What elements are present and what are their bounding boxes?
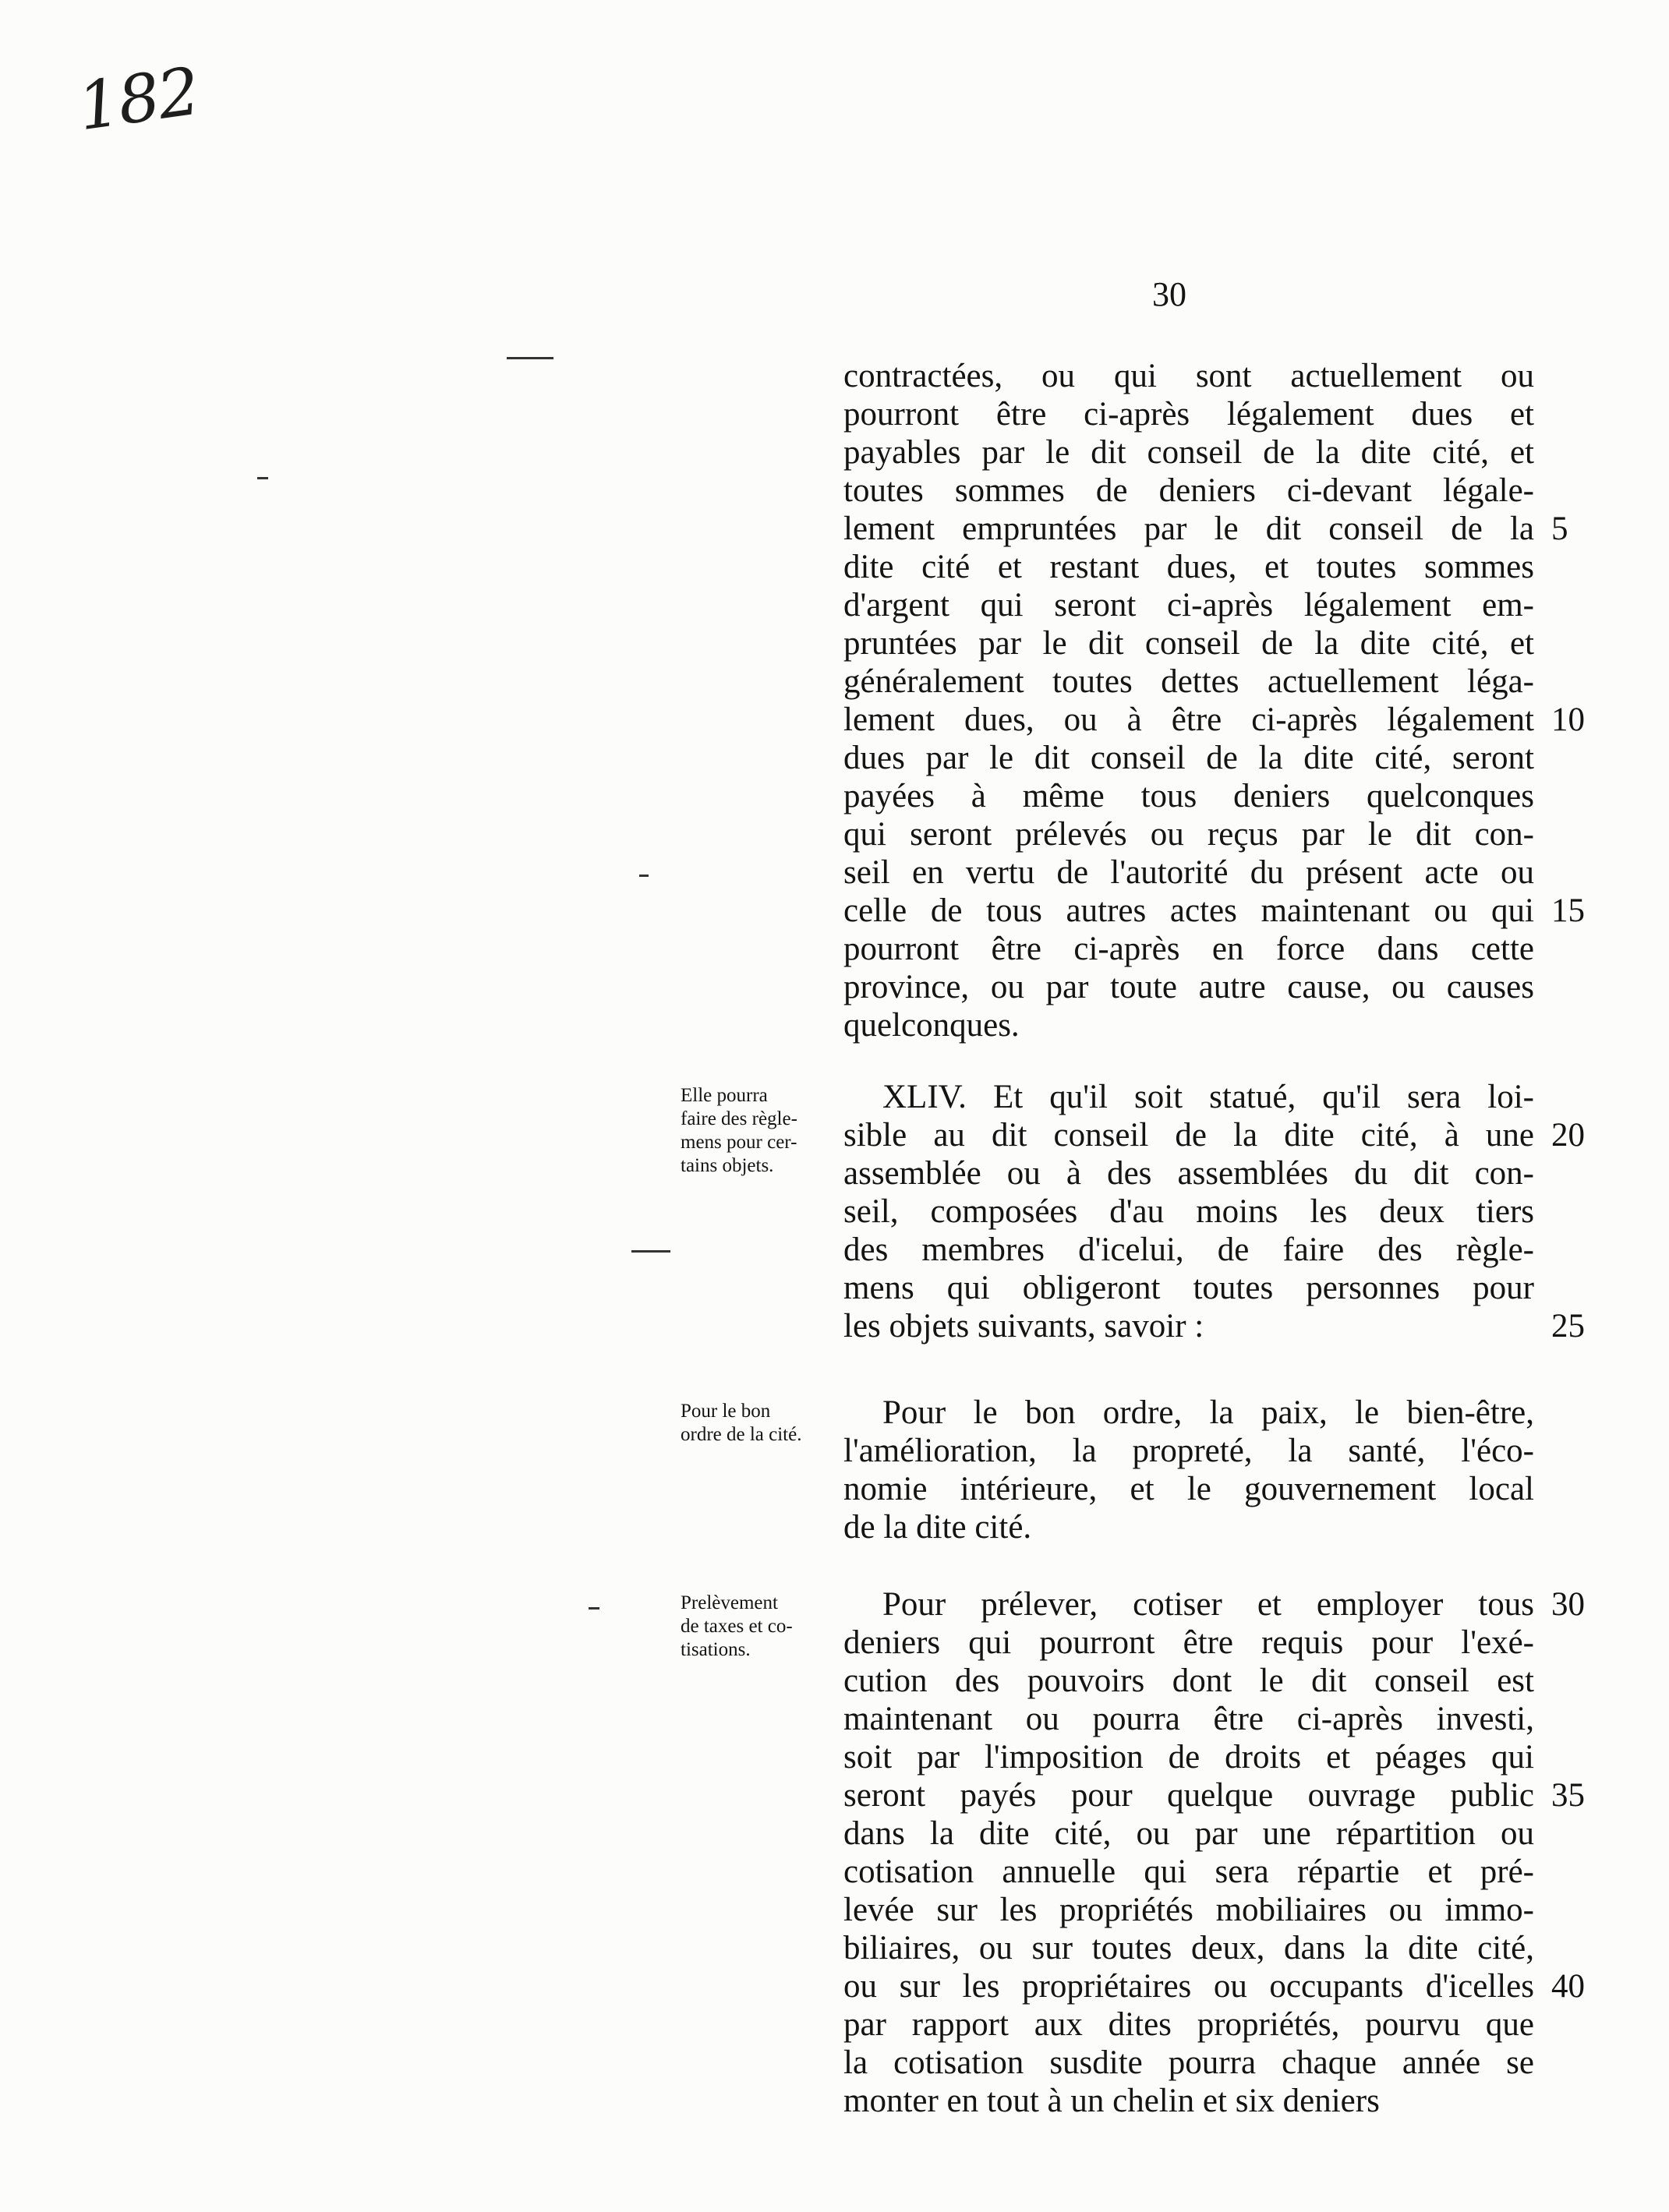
text-line: pourront être ci-après en force dans cette [843, 931, 1534, 967]
text-line: quelconques. [843, 1007, 1020, 1044]
text-line: pruntées par le dit conseil de la dite cité, et [843, 625, 1534, 662]
text-line: l'amélioration, la propreté, la santé, l'éco- [843, 1433, 1534, 1469]
text-line: seil en vertu de l'autorité du présent acte ou [843, 854, 1534, 891]
line-number: 25 [1551, 1308, 1585, 1345]
text-line: province, ou par toute autre cause, ou causes [843, 969, 1534, 1005]
margin-note-line: tains objets. [681, 1155, 774, 1176]
text-line: celle de tous autres actes maintenant ou qui [843, 892, 1534, 929]
margin-note [681, 1592, 836, 1662]
page-number: 30 [1152, 275, 1186, 313]
line-number: 30 [1551, 1586, 1585, 1623]
text-line: la cotisation susdite pourra chaque année se [843, 2044, 1534, 2081]
scan-speck [631, 1250, 670, 1253]
text-line: assemblée ou à des assemblées du dit con- [843, 1155, 1534, 1192]
text-line: monter en tout à un chelin et six deniers [843, 2083, 1380, 2119]
text-line: lement dues, ou à être ci-après légalement [843, 701, 1534, 738]
text-line: lement empruntées par le dit conseil de la [843, 511, 1534, 547]
scan-speck [507, 357, 553, 359]
margin-note-line: de taxes et co- [681, 1616, 793, 1637]
text-line: par rapport aux dites propriétés, pourvu que [843, 2006, 1534, 2043]
line-number: 40 [1551, 1968, 1585, 2005]
text-line: payées à même tous deniers quelconques [843, 778, 1534, 814]
line-number: 35 [1551, 1777, 1585, 1814]
scan-speck [639, 875, 649, 877]
text-line: dues par le dit conseil de la dite cité, seront [843, 740, 1534, 776]
scan-speck [589, 1607, 599, 1610]
scan-speck [257, 477, 268, 479]
line-number: 10 [1551, 701, 1585, 738]
text-line: dans la dite cité, ou par une répartition ou [843, 1815, 1534, 1852]
line-number: 5 [1551, 511, 1568, 547]
text-line: Pour prélever, cotiser et employer tous [882, 1586, 1534, 1623]
line-number: 15 [1551, 892, 1585, 929]
text-line: soit par l'imposition de droits et péages qui [843, 1739, 1534, 1776]
text-line: biliaires, ou sur toutes deux, dans la dite cité, [843, 1930, 1534, 1966]
margin-note-line: mens pour cer- [681, 1132, 797, 1153]
margin-note-line: Pour le bon [681, 1401, 771, 1422]
text-line: généralement toutes dettes actuellement léga- [843, 663, 1534, 700]
margin-note-line: tisations. [681, 1639, 751, 1660]
text-line: deniers qui pourront être requis pour l'exé- [843, 1624, 1534, 1661]
text-line: d'argent qui seront ci-après légalement em- [843, 587, 1534, 624]
margin-note-line: ordre de la cité. [681, 1424, 802, 1445]
text-line: contractées, ou qui sont actuellement ou [843, 358, 1534, 394]
margin-note [681, 1400, 836, 1447]
text-line: sible au dit conseil de la dite cité, à une [843, 1117, 1534, 1154]
text-line: qui seront prélevés ou reçus par le dit con- [843, 816, 1534, 853]
margin-note [681, 1084, 836, 1178]
text-line: levée sur les propriétés mobiliaires ou immo- [843, 1892, 1534, 1928]
margin-note-line: Elle pourra [681, 1085, 768, 1106]
text-line: Pour le bon ordre, la paix, le bien-être, [882, 1394, 1534, 1431]
text-line: ou sur les propriétaires ou occupants d'icelles [843, 1968, 1534, 2005]
margin-note-line: faire des règle- [681, 1108, 797, 1129]
text-line: seil, composées d'au moins les deux tiers [843, 1193, 1534, 1230]
text-line: payables par le dit conseil de la dite cité, et [843, 434, 1534, 471]
handwritten-folio: 182 [72, 52, 203, 146]
text-line: des membres d'icelui, de faire des règle- [843, 1231, 1534, 1268]
text-line: seront payés pour quelque ouvrage public [843, 1777, 1534, 1814]
text-line: maintenant ou pourra être ci-après investi, [843, 1701, 1534, 1737]
text-line: de la dite cité. [843, 1509, 1032, 1546]
text-line: les objets suivants, savoir : [843, 1308, 1204, 1345]
line-number: 20 [1551, 1117, 1585, 1154]
text-line: toutes sommes de deniers ci-devant légale- [843, 472, 1534, 509]
text-line: nomie intérieure, et le gouvernement local [843, 1471, 1534, 1507]
text-line: mens qui obligeront toutes personnes pour [843, 1270, 1534, 1306]
text-line: XLIV. Et qu'il soit statué, qu'il sera loi- [882, 1079, 1534, 1115]
text-line: cotisation annuelle qui sera répartie et pré- [843, 1853, 1534, 1890]
text-line: dite cité et restant dues, et toutes sommes [843, 549, 1534, 585]
text-line: cution des pouvoirs dont le dit conseil est [843, 1663, 1534, 1699]
text-line: pourront être ci-après légalement dues et [843, 396, 1534, 433]
margin-note-line: Prelèvement [681, 1592, 778, 1613]
